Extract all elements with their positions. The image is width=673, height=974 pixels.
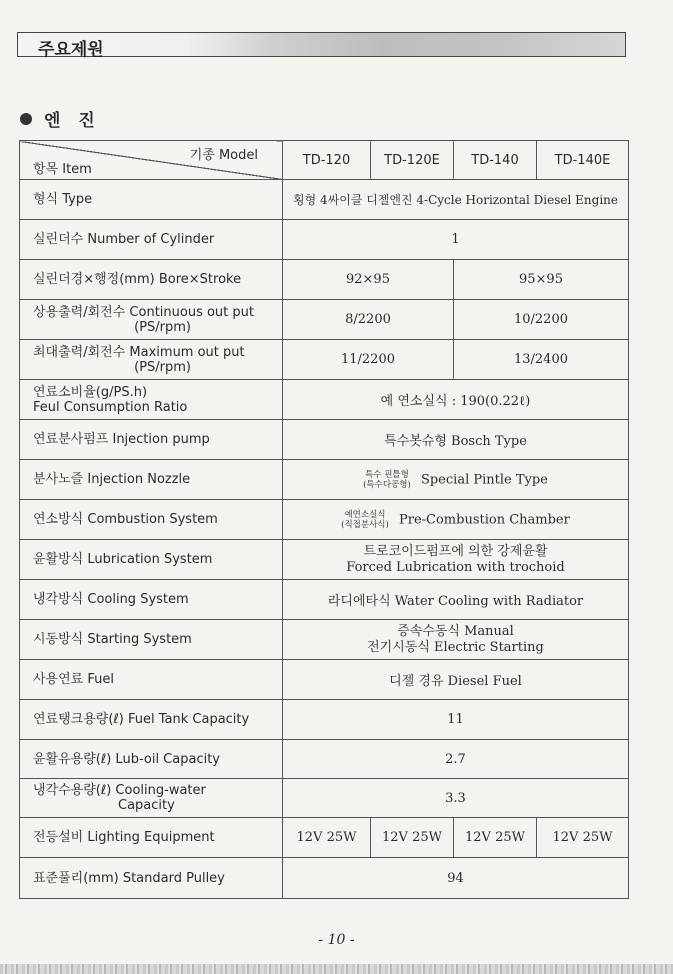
- row-label: 연소방식 Combustion System: [20, 500, 283, 540]
- row-label-line: 냉각수용량(ℓ) Cooling-water: [33, 783, 206, 798]
- table-row: [20, 660, 629, 700]
- row-label: 연료분사펌프 Injection pump: [20, 420, 283, 460]
- row-value: 3.3: [283, 779, 629, 818]
- row-note: [363, 470, 411, 490]
- row-label: 실린더수 Number of Cylinder: [20, 220, 283, 260]
- scan-edge: [0, 964, 673, 974]
- row-label-line: 연료소비율(g/PS.h): [33, 384, 148, 400]
- section-title: 엔 진: [44, 111, 101, 131]
- table-row: [20, 620, 629, 660]
- page-title: 주요제원: [38, 40, 104, 60]
- row-note-line: (직접분사식): [341, 519, 389, 530]
- table-row: [20, 500, 629, 540]
- row-value: 10/2200: [454, 300, 629, 340]
- model-header: TD-120: [283, 141, 371, 180]
- row-label-line: 상용출력/회전수 Continuous out put: [33, 304, 254, 320]
- row-value: 94: [283, 858, 629, 899]
- row-note-line: (특수다공형): [363, 479, 411, 490]
- row-label: [20, 779, 283, 818]
- row-value: 특수봇슈형 Bosch Type: [283, 420, 629, 460]
- row-value: 11: [283, 700, 629, 740]
- row-value: 95×95: [454, 260, 629, 300]
- row-label: [20, 380, 283, 420]
- row-value: 11/2200: [283, 340, 454, 380]
- row-label: 냉각방식 Cooling System: [20, 580, 283, 620]
- row-value: 12V 25W: [371, 818, 454, 858]
- table-row: [20, 380, 629, 420]
- row-value-line: 전기시동식 Electric Starting: [367, 639, 544, 655]
- row-value: 12V 25W: [454, 818, 537, 858]
- row-value: 횡형 4싸이클 디젤엔진 4-Cycle Horizontal Diesel Engine: [283, 180, 629, 220]
- row-label-line: Capacity: [118, 798, 175, 813]
- header-item-label: 항목 Item: [33, 162, 92, 177]
- page-title-bar: [17, 32, 626, 60]
- table-row: [20, 740, 629, 779]
- table-row: [20, 580, 629, 620]
- row-label: 시동방식 Starting System: [20, 620, 283, 660]
- row-label: 윤활방식 Lubrication System: [20, 540, 283, 580]
- row-value-line: 트로코이드펌프에 의한 강제윤활: [363, 543, 548, 559]
- row-value-line: Forced Lubrication with trochoid: [346, 559, 565, 575]
- row-label: 연료탱크용량(ℓ) Fuel Tank Capacity: [20, 700, 283, 740]
- model-header: TD-140E: [537, 141, 629, 180]
- row-label-line: Feul Consumption Ratio: [33, 399, 188, 415]
- row-note-line: 예연소실식: [344, 509, 386, 520]
- table-row: [20, 340, 629, 380]
- row-value: 라디에타식 Water Cooling with Radiator: [283, 580, 629, 620]
- page-number: - 10 -: [318, 932, 355, 948]
- row-value-cell: [283, 620, 629, 660]
- table-row: [20, 818, 629, 858]
- table-row: [20, 460, 629, 500]
- row-note: [341, 510, 389, 530]
- row-value: Pre-Combustion Chamber: [398, 512, 570, 527]
- row-label: 실린더경×행정(mm) Bore×Stroke: [20, 260, 283, 300]
- row-value: 1: [283, 220, 629, 260]
- row-value: 8/2200: [283, 300, 454, 340]
- row-value: 2.7: [283, 740, 629, 779]
- model-header: TD-140: [454, 141, 537, 180]
- table-row: [20, 260, 629, 300]
- row-value: 예 연소실식 : 190(0.22ℓ): [283, 380, 629, 420]
- row-label-unit: (PS/rpm): [134, 359, 191, 375]
- row-label: 전등설비 Lighting Equipment: [20, 818, 283, 858]
- row-value-line: 증속수동식 Manual: [397, 623, 514, 639]
- row-label: [20, 300, 283, 340]
- bullet-icon: [20, 113, 32, 125]
- table-header-row: [20, 141, 629, 180]
- row-label: 윤활유용량(ℓ) Lub-oil Capacity: [20, 740, 283, 779]
- row-label-line: 최대출력/회전수 Maximum out put: [33, 344, 245, 360]
- row-label: 표준풀리(mm) Standard Pulley: [20, 858, 283, 899]
- table-row: [20, 700, 629, 740]
- row-label: 사용연료 Fuel: [20, 660, 283, 700]
- table-row: [20, 220, 629, 260]
- row-label: 분사노즐 Injection Nozzle: [20, 460, 283, 500]
- row-value: 디젤 경유 Diesel Fuel: [283, 660, 629, 700]
- model-header: TD-120E: [371, 141, 454, 180]
- engine-spec-table: [19, 140, 629, 899]
- table-row: [20, 858, 629, 899]
- row-value: 12V 25W: [537, 818, 629, 858]
- row-label: 형식 Type: [20, 180, 283, 220]
- row-value: Special Pintle Type: [420, 472, 548, 487]
- row-note-line: 특수 핀틀형: [365, 469, 409, 480]
- table-row: [20, 540, 629, 580]
- row-value: 12V 25W: [283, 818, 371, 858]
- row-value-cell: [283, 460, 629, 500]
- row-value: 92×95: [283, 260, 454, 300]
- row-label-unit: (PS/rpm): [134, 319, 191, 335]
- row-value-cell: [283, 540, 629, 580]
- header-model-label: 기종 Model: [189, 148, 258, 163]
- table-row: [20, 180, 629, 220]
- row-label: [20, 340, 283, 380]
- table-row: [20, 300, 629, 340]
- table-row: [20, 779, 629, 818]
- section-heading: [20, 106, 101, 131]
- header-diagonal-cell: [20, 141, 283, 180]
- row-value-cell: [283, 500, 629, 540]
- table-row: [20, 420, 629, 460]
- row-value: 13/2400: [454, 340, 629, 380]
